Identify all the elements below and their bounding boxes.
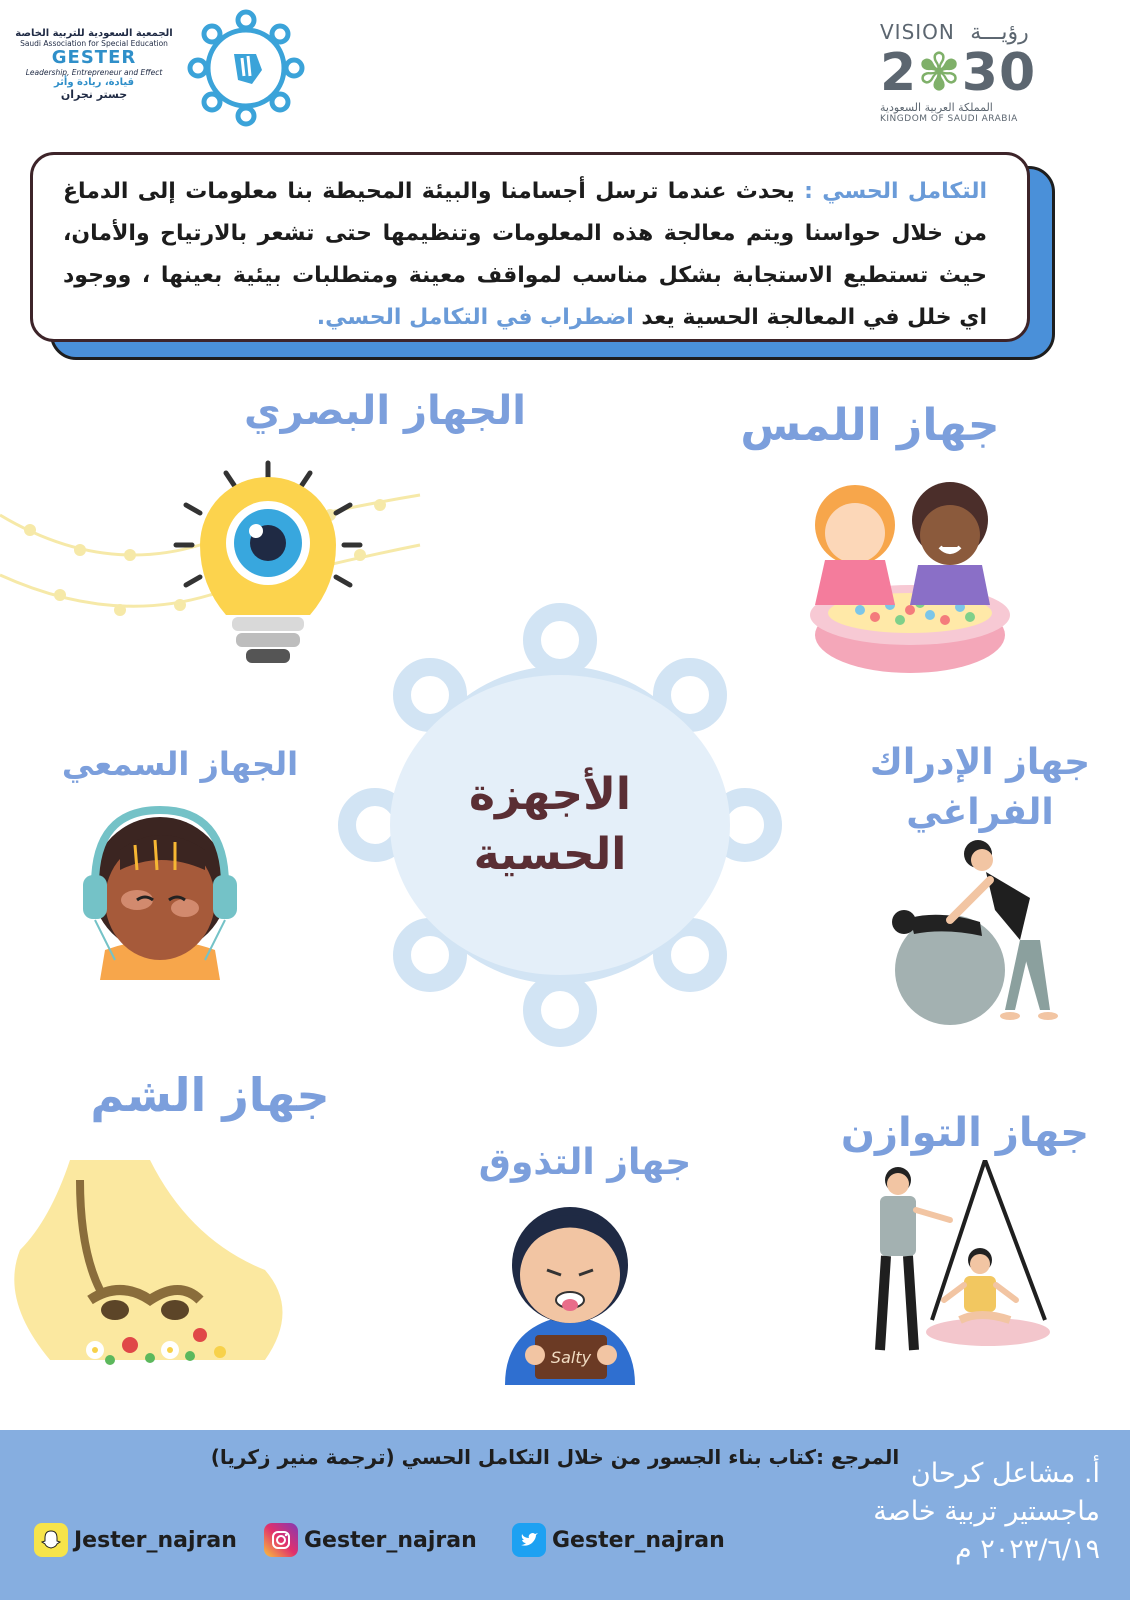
- label-taste-system: جهاز التذوق: [478, 1142, 692, 1183]
- vision-year-left: 2: [880, 43, 918, 103]
- label-balance-system: جهاز التوازن: [840, 1110, 1090, 1156]
- label-spatial-line2: الفراغي: [906, 792, 1054, 833]
- association-emblem-icon: [186, 8, 306, 128]
- child-swing-icon: [860, 1160, 1080, 1375]
- association-name-en: Saudi Association for Special Education: [20, 39, 168, 48]
- twitter-handle[interactable]: [512, 1520, 725, 1560]
- label-spatial-system: [860, 738, 1100, 838]
- definition-box: [30, 152, 1030, 342]
- vision-word-ar: رؤيـــة: [970, 20, 1029, 45]
- association-tagline-en: Leadership, Entrepreneur and Effect: [25, 68, 163, 77]
- twitter-username: Gester_najran: [552, 1527, 725, 1553]
- kids-ball-pit-icon: [800, 465, 1020, 685]
- boy-tasting-icon: [495, 1195, 645, 1385]
- kingdom-name-ar: المملكة العربية السعودية: [880, 101, 993, 114]
- exercise-ball-icon: [890, 840, 1100, 1040]
- instagram-username: Gester_najran: [304, 1527, 477, 1553]
- definition-text: [63, 171, 987, 339]
- association-logo-text: [14, 28, 174, 101]
- definition-term: التكامل الحسي :: [804, 179, 987, 204]
- vision-2030-logo: [880, 20, 1060, 124]
- snapchat-handle[interactable]: [34, 1520, 237, 1560]
- center-title: [440, 765, 660, 885]
- association-branch: جستر نجران: [60, 88, 128, 101]
- vision-emblem-icon: ✾: [917, 43, 962, 103]
- label-smell-system: جهاز الشم: [90, 1068, 330, 1122]
- nose-flowers-icon: [10, 1160, 285, 1385]
- snapchat-username: Jester_najran: [74, 1527, 237, 1553]
- label-visual-system: الجهاز البصري: [244, 388, 526, 434]
- definition-highlight: اضطراب في التكامل الحسي.: [316, 305, 634, 330]
- snapchat-icon: [34, 1523, 68, 1557]
- eye-lightbulb-icon: [0, 455, 430, 695]
- association-name-ar: الجمعية السعودية للتربية الخاصة: [15, 28, 173, 39]
- publication-date: ٢٠٢٣/٦/١٩ م: [954, 1534, 1100, 1565]
- author-degree: ماجستير تربية خاصة: [873, 1496, 1100, 1527]
- child-headphones-icon: [65, 790, 255, 980]
- reference-text: المرجع :كتاب بناء الجسور من خلال التكامل الحسي (ترجمة منير زكريا): [210, 1445, 900, 1469]
- center-title-line2: الحسية: [473, 829, 627, 880]
- label-auditory-system: الجهاز السمعي: [61, 745, 299, 783]
- vision-word-en: VISION: [880, 20, 955, 44]
- author-info: [830, 1455, 1100, 1569]
- label-touch-system: جهاز اللمس: [740, 400, 1000, 451]
- association-tagline-ar: قيادة، ريادة وأثر: [53, 77, 135, 88]
- association-brand: GESTER: [51, 47, 137, 68]
- kingdom-name-en: KINGDOM OF SAUDI ARABIA: [880, 114, 1018, 124]
- instagram-icon: [264, 1523, 298, 1557]
- vision-year-right: 30: [961, 43, 1037, 103]
- twitter-icon: [512, 1523, 546, 1557]
- label-spatial-line1: جهاز الإدراك: [869, 742, 1091, 783]
- author-name: أ. مشاعل كرحان: [910, 1458, 1100, 1489]
- center-title-line1: الأجهزة: [469, 769, 631, 820]
- definition-body: يحدث عندما ترسل أجسامنا والبيئة المحيطة بنا معلومات إلى الدماغ من خلال حواسنا ويتم معالجة هذه المعلومات وتنظيمها حتى تشعر بالارتياح والأمان، حيث تستطيع الاستجابة بشكل مناسب لمواقف معينة ومتطلبات بيئية بعينها ، ووجود اي خلل في المعالجة الحسية يعد: [63, 179, 987, 330]
- salty-sign-text: Salty: [550, 1348, 592, 1367]
- instagram-handle[interactable]: [264, 1520, 477, 1560]
